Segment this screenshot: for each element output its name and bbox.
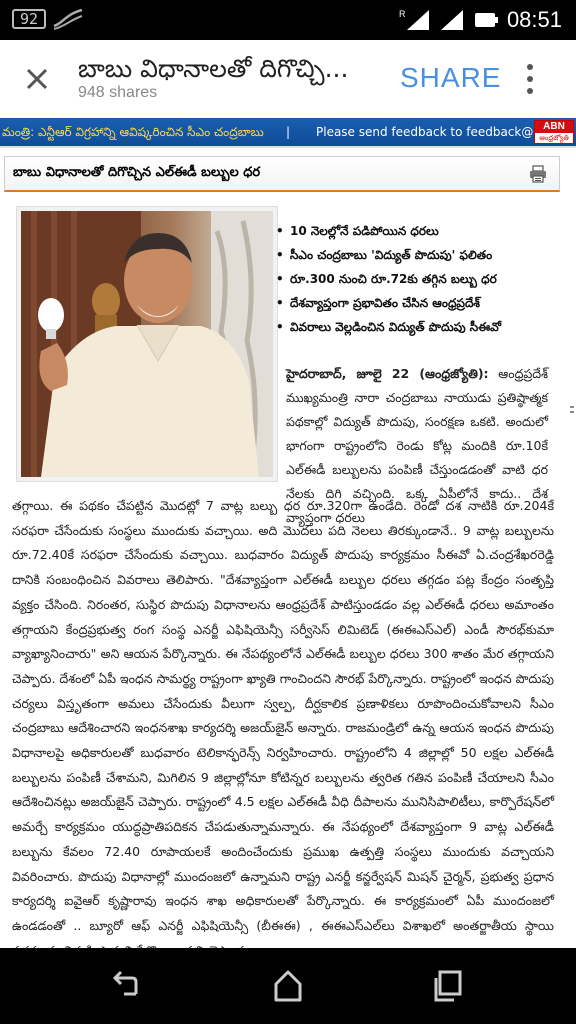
- home-icon[interactable]: [268, 968, 308, 1004]
- status-bar: [0, 0, 576, 40]
- bullet-item: • రూ.300 నుంచి రూ.72కు తగ్గిన బల్బు ధర: [286, 272, 572, 287]
- dateline: హైదరాబాద్, జూలై 22 (ఆంధ్రజ్యోతి):: [286, 366, 489, 381]
- bullet-item: • 10 నెలల్లోనే పడిపోయిన ధరలు: [286, 224, 572, 239]
- photo-illustration: [21, 211, 273, 477]
- recent-apps-icon[interactable]: [428, 968, 468, 1004]
- article-body: తగ్గాయి. ఈ పథకం చేపట్టిన మొదట్లో 7 వాట్ల బల్బు ధర రూ.320గా ఉండేది. రెండో దశ నాటికి రూ.204కే సరఫరా చేసేందుకు సంస్థలు ముందుకు వచ్చాయి. అది మొదలు పది నెలలు తిరక్కుండానే.. 9 వాట్ల బల్బులను రూ.72.40కే సరఫరా చేసేందుకు వచ్చాయి. బుధవారం విద్యుత్ పొదుపు కార్యక్రమం సీఈవో ఏ.చంద్రశేఖరరెడ్డి దానికి సంబంధించిన వివరాలు తెలిపారు. "దేశవ్యాప్తంగా ఎల్ఈడీ బల్బుల ధరలు తగ్గడం పట్ల కేంద్రం సంతృప్తి వ్యక్తం చేసింది. నిరంతర, సుస్థిర పొదుపు విధానాలను ఆంధ్రప్రదేశ్ పాటిస్తుండడం వల్ల ఎల్ఈడీ ధరలు అమాంతం తగ్గాయని కేంద్రప్రభుత్వ రంగ సంస్థ ఎనర్జీ ఎఫిషియెన్సీ సర్వీసెస్ లిమిటెడ్ (ఈఈఎస్ఎల్) ఎండీ సౌరభ్‌కుమా ‌వ్యాఖ్యానించారు" అని ఆయన పేర్కొన్నారు. ఈ నేపథ్యంలోనే ఎల్ఈడీ బల్బుల ధరలు 300 శాతం మేర తగ్గాయని చెప్పారు. దేశంలో ఏపీ ఇంధన సామర్థ్య రాష్ట్రంగా ఖ్యాతి గాంచిందని సౌరభ్ పేర్కొన్నారు. రాష్ట్రంలో ఇంధన పొదుపు చర్యలు విస్తృతంగా అమలు చేసేందుకు వీలుగా స్వల్ప, దీర్ఘకాలిక ప్రణాళికలు రూపొందించుకోవాలని సీఎం చంద్రబాబు ఆదేశించారని ఇంధనశాఖ కార్యదర్శి అజయ్‌జైన్ అన్నారు. రాజమండ్రిలో ఉన్న ఆయన ఇంధన పొదుపు విధానాలపై అధికారులతో బుధవారం టెలికాన్ఫరెన్స్ నిర్వహించారు. రాష్ట్రంలోని 4 జిల్లాల్లో 50 లక్షల ఎల్ఈడీ బల్బులను పంపిణీ చేశామని, మిగిలిన 9 జిల్లాల్లోనూ కోటిన్నర బల్బులను త్వరిత గతిన పంపిణీ చేయాలని సీఎం ఆదేశించినట్లు అజయ్‌జైన్ చెప్పారు. రాష్ట్రంలో 4.5 లక్షల ఎల్ఈడీ వీధి దీపాలను మునిసిపాలిటీలు, కార్పొరేషన్‌లో అమర్చే కార్యక్రమం యుద్ధప్రాతిపదికన చేపడుతున్నామన్నారు. ఈ నేపథ్యంలో దేశవ్యాప్తంగా 9 వాట్ల ఎల్ఈడీ బల్బును కేవలం 72.40 రూపాయలకే అందించేందుకు ప్రముఖ ఉత్పత్తి సంస్థలు ముందుకు వచ్చాయని వివరించారు. పొదుపు విధానాల్లో ముందంజలో ఉన్నామని రాష్ట్ర ఎనర్జీ కన్జర్వేషన్ మిషన్ చైర్మన్, ప్రభుత్వ ప్రధాన కార్యదర్శి ఐవైఆర్ కృష్ణారావు ఇంధన శాఖ అధికారులతో పేర్కొన్నారు. ఈ కార్యక్రమంలో ఏపీ ముందంజలో ఉండడంతో .. బ్యూరో ఆఫ్ ఎనర్జీ ఎఫిషియెన్సీ (బీఈఈ) , ఈఈఎస్ఎల్‌లు విశాఖలో అంతర్జాతీయ స్థాయి: [12, 498, 554, 933]
- back-icon[interactable]: [106, 968, 146, 1004]
- notification-wave-icon: [52, 8, 84, 30]
- svg-text:R: R: [398, 9, 406, 19]
- abn-logo: ABN ఆంధ్రజ్యోతి: [534, 120, 574, 144]
- ticker-feedback[interactable]: Please send feedback to feedback@: [316, 125, 534, 139]
- share-button[interactable]: SHARE: [400, 62, 502, 93]
- ticker-headline[interactable]: మంత్రి: ఎన్టీఆర్ విగ్రహాన్ని ఆవిష్కరించిన సీఎం చంద్రబాబు: [2, 125, 264, 139]
- share-count: 948 shares: [78, 84, 158, 101]
- scroll-indicator: [570, 406, 576, 418]
- clock: 08:51: [506, 7, 562, 32]
- article-photo: [16, 206, 278, 482]
- roaming-signal-icon: [397, 8, 431, 32]
- bullet-item: • సీఎం చంద్రబాబు 'విద్యుత్ పొదుపు' ఫలితం: [286, 248, 572, 263]
- print-icon[interactable]: [529, 165, 547, 183]
- news-ticker: [0, 118, 576, 146]
- article-heading: బాబు విధానాలతో దిగొచ్చిన ఎల్ఈడీ బల్బుల ధర: [13, 165, 261, 180]
- web-content: [0, 118, 576, 948]
- more-options-icon[interactable]: [520, 62, 540, 96]
- photo-chief-minister-with-bulb: [21, 211, 273, 477]
- bullet-item: • వివరాలు వెల్లడించిన విద్యుత్ పొదుపు సీఈవో: [286, 320, 572, 335]
- close-icon[interactable]: [20, 62, 54, 96]
- signal-icon: [439, 8, 465, 32]
- ticker-separator: |: [286, 125, 291, 139]
- article-page: [0, 146, 576, 948]
- bullet-item: • దేశవ్యాప్తంగా ప్రభావితం చేసిన ఆంధ్రప్రదేశ్: [286, 296, 572, 311]
- app-bar: [0, 40, 576, 118]
- lead-text: ఆంధ్రప్రదేశ్ ముఖ్యమంత్రి నారా చంద్రబాబు నాయుడు ప్రతిష్ఠాత్మక పథకాల్లో విద్యుత్ పొదుపు, సంరక్షణ ఒకటి. అందులో భాగంగా రాష్ట్రంలోని రెండు కోట్ల మందికి రూ.10కే ఎల్ఈడీ బల్బులను పంపిణీ చేస్తుండడంతో వాటి ధర నేలకు దిగి వచ్చింది. ఒక్క ఏపీలోనే కాదు.. దేశ వ్యాప్తంగా ధరలు: [286, 366, 548, 525]
- article-header: [4, 156, 560, 192]
- battery-level-badge: 92: [12, 9, 46, 29]
- navigation-bar: [0, 948, 576, 1024]
- summary-bullets: [286, 224, 572, 344]
- page-title: బాబు విధానాలతో దిగొచ్చి...: [78, 54, 349, 83]
- battery-icon: [473, 8, 499, 32]
- status-icons: [397, 0, 562, 40]
